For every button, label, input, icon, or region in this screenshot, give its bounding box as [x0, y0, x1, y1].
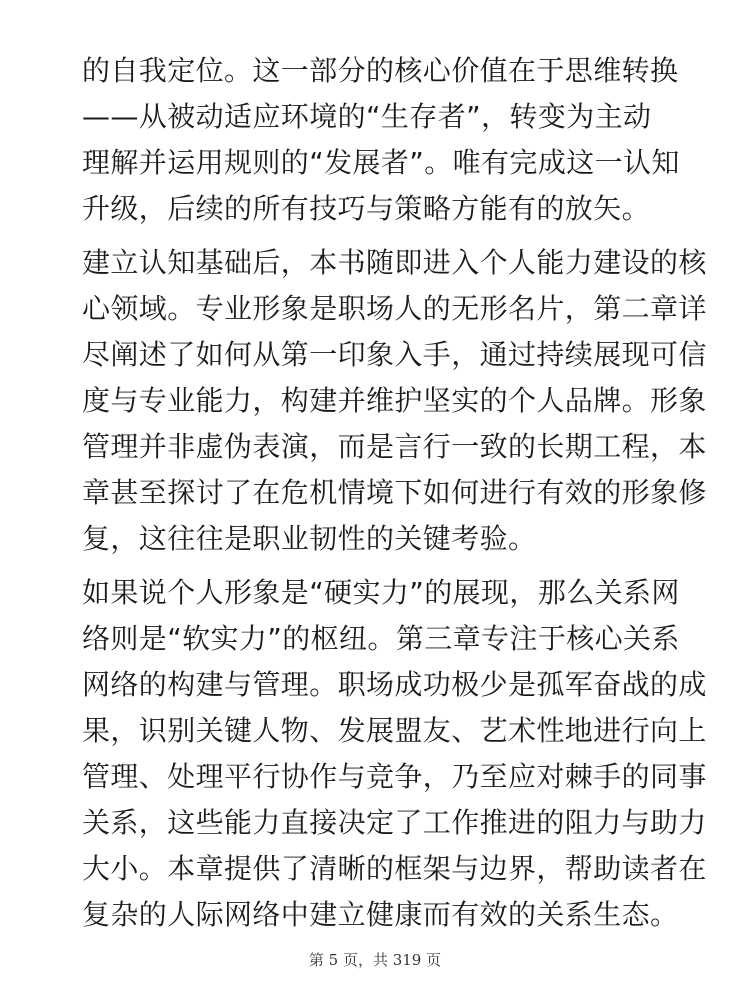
text-line: 心领域。专业形象是职场人的无形名片，第二章详: [82, 292, 707, 325]
text-line: 章甚至探讨了在危机情境下如何进行有效的形象修: [82, 476, 707, 509]
text-line: 果，识别关键人物、发展盟友、艺术性地进行向上: [82, 714, 707, 747]
text-line: 如果说个人形象是“硬实力”的展现，那么关系网: [82, 576, 680, 609]
text-line: ——从被动适应环境的“生存者”，转变为主动: [82, 100, 652, 133]
text-line: 复，这往往是职业韧性的关键考验。: [82, 522, 537, 555]
text-line: 络则是“软实力”的枢纽。第三章专注于核心关系: [82, 622, 680, 655]
text-line: 理解并运用规则的“发展者”。唯有完成这一认知: [82, 146, 680, 179]
text-line: 复杂的人际网络中建立健康而有效的关系生态。: [82, 898, 679, 931]
text-line: 升级，后续的所有技巧与策略方能有的放矢。: [82, 192, 651, 225]
text-line: 的自我定位。这一部分的核心价值在于思维转换: [82, 54, 679, 87]
text-line: 管理、处理平行协作与竞争，乃至应对棘手的同事: [82, 760, 707, 793]
text-line: 建立认知基础后，本书随即进入个人能力建设的核: [82, 246, 707, 279]
text-line: 度与专业能力，构建并维护坚实的个人品牌。形象: [82, 384, 707, 417]
text-line: 大小。本章提供了清晰的框架与边界，帮助读者在: [82, 852, 707, 885]
body-text: [82, 48, 707, 946]
text-line: 尽阐述了如何从第一印象入手，通过持续展现可信: [82, 338, 707, 371]
text-line: 网络的构建与管理。职场成功极少是孤军奋战的成: [82, 668, 707, 701]
paragraph-1: [82, 48, 682, 232]
paragraph-2: [82, 240, 707, 562]
text-line: 管理并非虚伪表演，而是言行一致的长期工程，本: [82, 430, 707, 463]
paragraph-3: [82, 570, 707, 938]
page-number-footer: 第 5 页，共 319 页: [308, 951, 442, 969]
text-line: 关系，这些能力直接决定了工作推进的阻力与助力: [82, 806, 707, 839]
